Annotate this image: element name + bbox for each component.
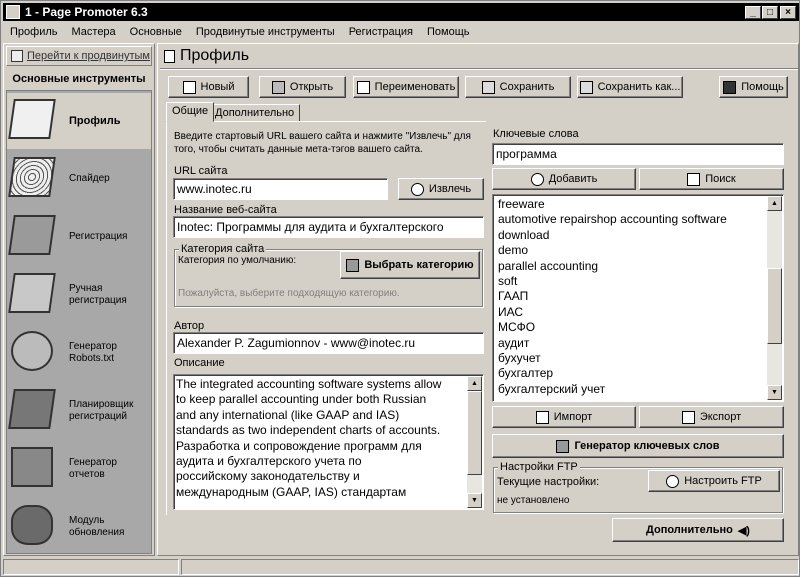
keyword-item[interactable]: parallel accounting <box>498 258 599 273</box>
intro-text: Введите стартовый URL вашего сайта и нажмите "Извлечь" для того, чтобы считать данные мета-тэгов вашего сайта. <box>174 131 471 155</box>
sidebar-item-label: Профиль <box>69 115 121 127</box>
registration-icon <box>8 215 56 255</box>
export-label: Экспорт <box>699 411 742 423</box>
description-line: аудита и бухгалтерского учета по <box>176 453 362 468</box>
sidebar-item-spider[interactable] <box>7 151 149 207</box>
status-panel-2 <box>181 559 799 575</box>
scroll-thumb[interactable] <box>767 268 782 344</box>
author-label: Автор <box>174 320 205 332</box>
keyword-generator-label: Генератор ключевых слов <box>574 440 720 452</box>
sidebar-item-report-generator[interactable] <box>7 441 149 497</box>
sidebar-item-label: Генератор Robots.txt <box>69 341 117 364</box>
category-group-label: Категория сайта <box>181 243 265 255</box>
tools-list <box>6 90 152 554</box>
sidebar-item-registration[interactable] <box>7 209 149 265</box>
ftp-status: не установлено <box>497 495 570 506</box>
profile-icon <box>8 99 56 139</box>
search-keyword-label: Поиск <box>705 173 736 185</box>
site-name-label: Название веб-сайта <box>174 204 277 216</box>
url-label: URL сайта <box>174 165 228 177</box>
save-as-label: Сохранить как... <box>597 81 681 93</box>
keyword-item[interactable]: ИАС <box>498 304 524 319</box>
generator-icon <box>556 440 569 453</box>
site-name-input[interactable]: Inotec: Программы для аудита и бухгалтерского <box>173 216 484 238</box>
rename-icon <box>357 81 370 94</box>
new-doc-icon <box>183 81 196 94</box>
menu-registration[interactable]: Регистрация <box>348 26 414 38</box>
choose-category-label: Выбрать категорию <box>364 259 474 271</box>
sidebar-item-label: Регистрация <box>69 231 128 242</box>
open-label: Открыть <box>289 81 334 93</box>
sidebar-item-manual-registration[interactable] <box>7 267 149 323</box>
panel-title-text: Профиль <box>180 47 250 64</box>
description-line: and any international (like GAAP and IAS) <box>176 407 400 422</box>
sidebar-item-label: Модуль обновления <box>69 515 125 538</box>
tab-general[interactable]: Общие <box>166 102 214 122</box>
scroll-down-icon[interactable]: ▼ <box>767 385 782 400</box>
more-button[interactable] <box>612 518 784 542</box>
manual-registration-icon <box>8 273 56 313</box>
advanced-link-label: Перейти к продвинутым <box>27 50 150 62</box>
new-button[interactable] <box>168 76 249 98</box>
keyword-item[interactable]: freeware <box>498 197 545 211</box>
add-keyword-button[interactable] <box>492 168 636 190</box>
save-as-button[interactable] <box>577 76 683 98</box>
maximize-button[interactable]: □ <box>762 6 778 19</box>
help-book-icon <box>723 81 736 94</box>
sidebar-item-label: Планировщик регистраций <box>69 399 134 422</box>
status-panel-1 <box>3 559 179 575</box>
rename-button[interactable] <box>353 76 459 98</box>
sidebar-item-label: Спайдер <box>69 173 110 184</box>
import-icon <box>536 411 549 424</box>
menu-advanced[interactable]: Продвинутые инструменты <box>195 26 335 38</box>
sidebar-item-profile[interactable] <box>7 93 151 149</box>
more-label: Дополнительно <box>646 524 733 536</box>
scroll-down-icon[interactable]: ▼ <box>467 493 482 508</box>
author-input[interactable]: Alexander P. Zagumionnov - www@inotec.ru <box>173 332 484 354</box>
help-button[interactable] <box>719 76 788 98</box>
update-module-icon <box>11 505 53 545</box>
description-line: Разработка и сопровождение программ для <box>176 438 422 453</box>
scroll-up-icon[interactable]: ▲ <box>767 196 782 211</box>
scroll-thumb[interactable] <box>467 391 482 475</box>
title-divider <box>160 68 798 70</box>
menu-wizards[interactable]: Мастера <box>71 26 116 38</box>
save-button[interactable] <box>465 76 571 98</box>
extract-label: Извлечь <box>428 183 472 195</box>
window-title: 1 - Page Promoter 6.3 <box>25 5 148 19</box>
import-label: Импорт <box>553 411 593 423</box>
minimize-button[interactable]: _ <box>745 6 761 19</box>
report-generator-icon <box>11 447 53 487</box>
floppy-save-as-icon <box>580 81 593 94</box>
sidebar-heading: Основные инструменты <box>12 73 146 85</box>
description-line: The integrated accounting software systems allow <box>176 377 442 391</box>
open-button[interactable] <box>259 76 346 98</box>
tab-additional[interactable]: Дополнительно <box>209 104 300 122</box>
speaker-icon: ◀) <box>737 524 750 537</box>
add-keyword-label: Добавить <box>548 173 598 185</box>
description-line: международным (GAAP, IAS) стандартам <box>176 484 407 499</box>
configure-ftp-button[interactable] <box>648 470 780 492</box>
sidebar-item-label: Генератор отчетов <box>69 457 117 480</box>
keyword-item[interactable]: бухгалтер <box>498 366 554 381</box>
scroll-up-icon[interactable]: ▲ <box>467 376 482 391</box>
category-icon <box>346 259 359 272</box>
keyword-item[interactable]: demo <box>498 243 529 258</box>
ftp-icon <box>666 475 679 488</box>
keyword-item[interactable]: бухучет <box>498 350 541 365</box>
import-button[interactable] <box>492 406 636 428</box>
sidebar-item-robots-generator[interactable] <box>7 325 149 381</box>
description-textarea[interactable] <box>173 374 484 510</box>
open-folder-icon <box>272 81 285 94</box>
keyword-input[interactable]: программа <box>492 143 784 165</box>
spider-web-icon <box>8 157 56 197</box>
description-line: российскому законодательству и <box>176 469 360 484</box>
category-default-label: Категория по умолчанию: <box>178 255 297 266</box>
keywords-scrollbar[interactable] <box>767 196 782 400</box>
description-scrollbar[interactable] <box>467 376 482 508</box>
sidebar-item-label: Ручная регистрация <box>69 283 127 306</box>
save-label: Сохранить <box>499 81 555 93</box>
keywords-label: Ключевые слова <box>493 128 579 140</box>
search-icon <box>687 173 700 186</box>
configure-ftp-label: Настроить FTP <box>684 475 762 487</box>
extract-button[interactable] <box>398 178 484 200</box>
keyword-item[interactable]: soft <box>498 273 518 288</box>
rename-label: Переименовать <box>374 81 456 93</box>
keyword-item[interactable]: бухгалтерский учет <box>498 381 606 396</box>
profile-panel <box>157 43 799 556</box>
app-icon <box>6 5 20 19</box>
keywords-list[interactable] <box>492 194 784 402</box>
keyword-generator-button[interactable] <box>492 434 784 458</box>
advanced-tools-link[interactable] <box>6 46 152 66</box>
title-bar <box>3 3 799 21</box>
export-icon <box>682 411 695 424</box>
floppy-icon <box>482 81 495 94</box>
menu-bar <box>3 23 799 42</box>
choose-category-button[interactable] <box>340 251 480 279</box>
keyword-item[interactable]: automotive repairshop accounting software <box>498 212 727 227</box>
category-hint: Пожалуйста, выберите подходящую категорию. <box>178 288 400 299</box>
extract-icon <box>411 183 424 196</box>
robots-generator-icon <box>11 331 53 371</box>
keyword-item[interactable]: ГААП <box>498 289 529 304</box>
search-keyword-button[interactable] <box>639 168 784 190</box>
ftp-current-label: Текущие настройки: <box>497 476 600 488</box>
menu-help[interactable]: Помощь <box>427 26 470 38</box>
keyword-item[interactable]: аудит <box>498 335 530 350</box>
panel-title <box>164 46 249 66</box>
keyword-item[interactable]: МСФО <box>498 320 536 335</box>
add-icon <box>531 173 544 186</box>
description-label: Описание <box>174 357 225 369</box>
description-line: to keep parallel accounting under both Russian <box>176 392 427 407</box>
url-input[interactable]: www.inotec.ru <box>173 178 388 200</box>
description-line: standards as two independent charts of accounts. <box>176 423 441 438</box>
scheduler-icon <box>8 389 56 429</box>
sidebar-item-update-module[interactable] <box>7 499 149 555</box>
menu-basic[interactable]: Основные <box>129 26 182 38</box>
sidebar <box>3 43 155 556</box>
close-button[interactable]: × <box>780 6 796 19</box>
export-button[interactable] <box>639 406 784 428</box>
help-label: Помощь <box>741 81 784 93</box>
new-label: Новый <box>200 81 235 93</box>
ftp-group-label: Настройки FTP <box>500 461 578 473</box>
sidebar-item-scheduler[interactable] <box>7 383 149 439</box>
status-bar <box>3 558 799 576</box>
menu-profile[interactable]: Профиль <box>10 26 58 38</box>
link-arrow-icon <box>11 50 23 62</box>
keyword-item[interactable]: download <box>498 227 550 242</box>
profile-doc-icon <box>164 50 175 63</box>
